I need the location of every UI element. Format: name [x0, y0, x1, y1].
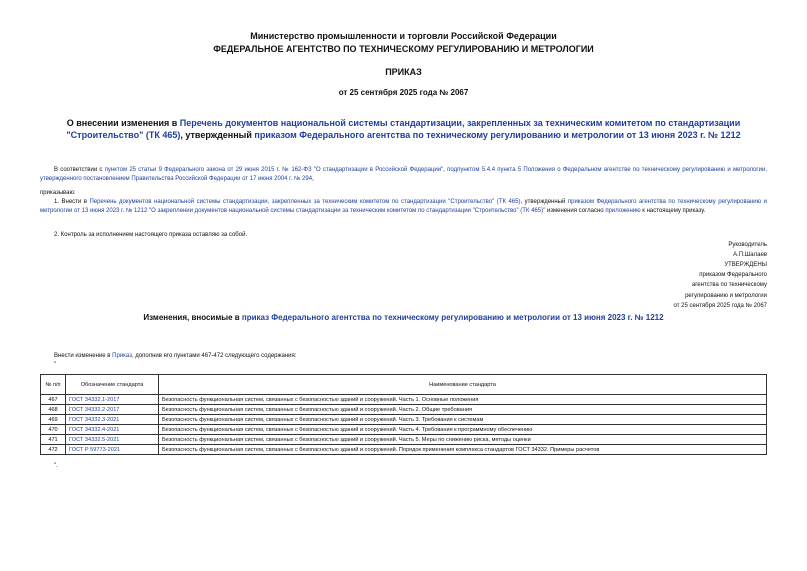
order-link[interactable]: приказом Федерального агентства по техническому регулированию и метрологии от 13 июня 2023 г. № 1212 "О закреплении документов национальной системы стандартизации за техническим комитетом по стандартизации "Строительство" (ТК 465)" [40, 199, 767, 214]
approval-line: регулированию и метрологии [685, 292, 767, 299]
approval-line: от 25 сентября 2025 года № 2067 [673, 302, 767, 309]
col-header-std: Обозначение стандарта [66, 375, 159, 395]
paragraph-text: В соответствии с [54, 167, 105, 173]
standard-name: Безопасность функциональная систем, связанных с безопасностью зданий и сооружений. Часть 2. Общие требования [159, 405, 767, 415]
paragraph-item-1 [40, 198, 767, 215]
standard-link[interactable]: ГОСТ 34332.2-2017 [66, 405, 159, 415]
paragraph-text: , [312, 175, 314, 182]
standard-name: Безопасность функциональная систем, связанных с безопасностью зданий и сооружений. Часть 1. Основные положения [159, 395, 767, 405]
intro-text: Внести изменение в [54, 353, 113, 359]
table-row [41, 405, 767, 415]
standard-name: Безопасность функциональная систем, связанных с безопасностью зданий и сооружений. Часть 4. Требования к программному обеспечению [159, 425, 767, 435]
standards-table [40, 374, 767, 455]
signature-block [507, 240, 767, 260]
title-link-list[interactable]: Перечень документов национальной системы стандартизации, закрепленных за техническим комитетом по стандартизации "Строительство" (ТК 465) [66, 118, 741, 140]
table-row [41, 415, 767, 425]
doc-type: ПРИКАЗ [385, 67, 422, 77]
table-row [41, 445, 767, 455]
row-num: 470 [41, 425, 66, 435]
regulation-link[interactable]: подпунктом 5.4.4 пункта 5 Положения о Федеральном агентстве по техническому регулированию и метрологии, утвержденного постановлением Правительства Российской Федерации от 17 июня 2004 г. № 294 [40, 167, 767, 182]
doc-date: от 25 сентября 2025 года № 2067 [338, 88, 469, 97]
agency-name: ФЕДЕРАЛЬНОЕ АГЕНТСТВО ПО ТЕХНИЧЕСКОМУ РЕГУЛИРОВАНИЮ И МЕТРОЛОГИИ [213, 44, 594, 54]
title-text: О внесении изменения в [66, 118, 180, 128]
changes-title [40, 313, 767, 322]
paragraph-text: к настоящему приказу. [640, 207, 706, 214]
table-header-row [41, 375, 767, 395]
signer-name: А.П.Шалаев [733, 252, 767, 258]
table-row [41, 425, 767, 435]
list-link[interactable]: Перечень документов национальной системы стандартизации, закрепленных за техническим комитетом по стандартизации "Строительство" (ТК 465) [89, 199, 521, 205]
approval-line: УТВЕРЖДЕНЫ [724, 262, 767, 268]
open-quote: " [54, 362, 57, 368]
order-intro-link[interactable]: Приказ [112, 353, 132, 359]
appendix-link[interactable]: приложению [605, 207, 641, 214]
changes-title-text: Изменения, вносимые в [143, 313, 242, 322]
approval-line: агентства по техническому [691, 282, 767, 289]
paragraph-basis [40, 166, 767, 183]
changes-title-link[interactable]: приказ Федерального агентства по техническому регулированию и метрологии от 13 июня 2023 г. № 1212 [241, 313, 664, 322]
paragraph-text: изменения согласно [545, 207, 606, 214]
standard-link[interactable]: ГОСТ 34332.1-2017 [66, 395, 159, 405]
standard-link[interactable]: ГОСТ 34332.3-2021 [66, 415, 159, 425]
law-link[interactable]: пунктом 25 статьи 9 Федерального закона от 29 июня 2015 г. № 162-ФЗ "О стандартизации в Российской Федерации" [104, 167, 444, 173]
table-row [41, 395, 767, 405]
standard-name: Безопасность функциональная систем, связанных с безопасностью зданий и сооружений. Порядок применения комплекса стандартов ГОСТ 34332. Примеры расчетов [159, 445, 767, 455]
standard-name: Безопасность функциональная систем, связанных с безопасностью зданий и сооружений. Часть 3. Требования к системам [159, 415, 767, 425]
close-quote: ". [54, 463, 58, 469]
paragraph-text: , [443, 167, 448, 173]
paragraph-text: 1. Внести в [54, 199, 90, 205]
title-text: , утвержденный [180, 130, 255, 140]
standard-link[interactable]: ГОСТ 34332.4-2021 [66, 425, 159, 435]
paragraph-order: приказываю: [40, 190, 76, 196]
page-title [40, 117, 767, 141]
changes-intro [54, 353, 296, 359]
approval-block [507, 260, 767, 311]
intro-text: , дополнив его пунктами 467-472 следующего содержания: [131, 353, 297, 359]
paragraph-text: 2. Контроль за исполнением настоящего приказа оставляю за собой. [54, 232, 248, 238]
row-num: 467 [41, 395, 66, 405]
standard-link[interactable]: ГОСТ Р 59773-2021 [66, 445, 159, 455]
ministry-name: Министерство промышленности и торговли Российской Федерации [250, 31, 557, 41]
row-num: 469 [41, 415, 66, 425]
title-link-order[interactable]: приказом Федерального агентства по техническому регулированию и метрологии от 13 июня 2023 г. № 1212 [254, 130, 741, 140]
standard-link[interactable]: ГОСТ 34332.5-2021 [66, 435, 159, 445]
standard-name: Безопасность функциональная систем, связанных с безопасностью зданий и сооружений. Часть 5. Меры по снижению риска, методы оценки [159, 435, 767, 445]
table-row [41, 435, 767, 445]
row-num: 468 [41, 405, 66, 415]
paragraph-item-2 [40, 231, 767, 240]
row-num: 471 [41, 435, 66, 445]
approval-line: приказом Федерального [699, 272, 767, 279]
col-header-num: № п/п [41, 375, 66, 395]
col-header-name: Наименование стандарта [159, 375, 767, 395]
row-num: 472 [41, 445, 66, 455]
paragraph-text: , утвержденный [520, 199, 568, 205]
signer-role: Руководитель [728, 242, 767, 248]
